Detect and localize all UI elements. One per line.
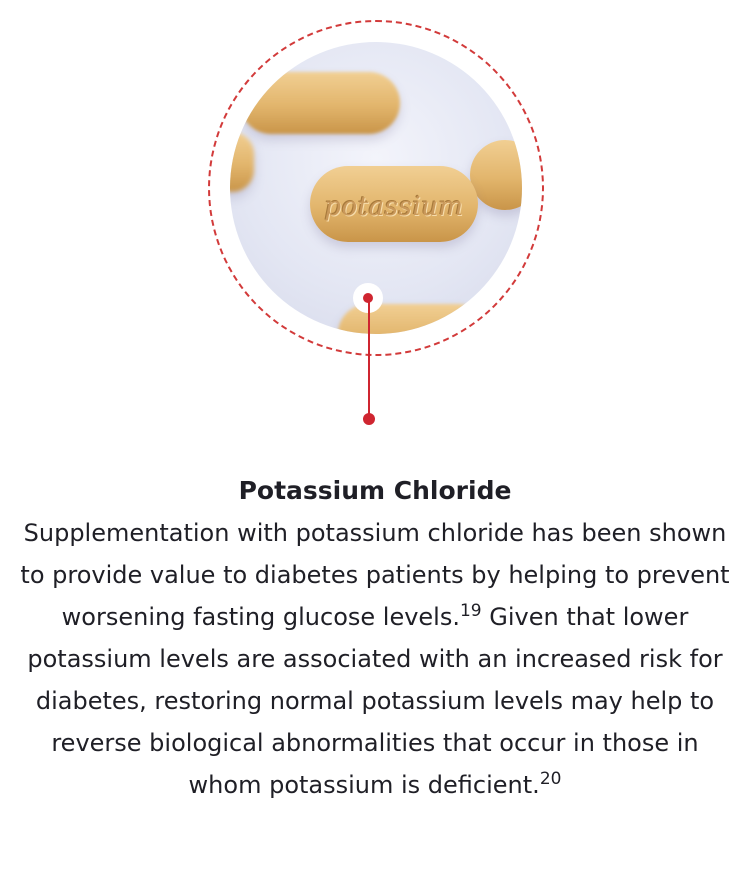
section-title: Potassium Chloride — [238, 476, 512, 505]
reference-20: 20 — [539, 769, 562, 789]
paragraph-text: Supplementation with potassium chloride has been shown to provide value to diabetes patients by helping to prevent worsening fasting glucose levels. — [20, 519, 730, 631]
pill-engraving: potassium — [324, 192, 464, 222]
background-pill — [230, 132, 254, 192]
section-paragraph — [20, 512, 730, 806]
potassium-pill-icon — [310, 166, 478, 242]
reference-19: 19 — [459, 601, 482, 621]
background-pill — [240, 72, 400, 134]
connector-end-dot — [363, 413, 375, 425]
connector-line — [368, 298, 370, 418]
paragraph-text: Given that lower potassium levels are associated with an increased risk for diabetes, restoring normal potassium levels may help to reverse biological abnormalities that occur in those in whom potassium is deficient. — [27, 603, 723, 799]
